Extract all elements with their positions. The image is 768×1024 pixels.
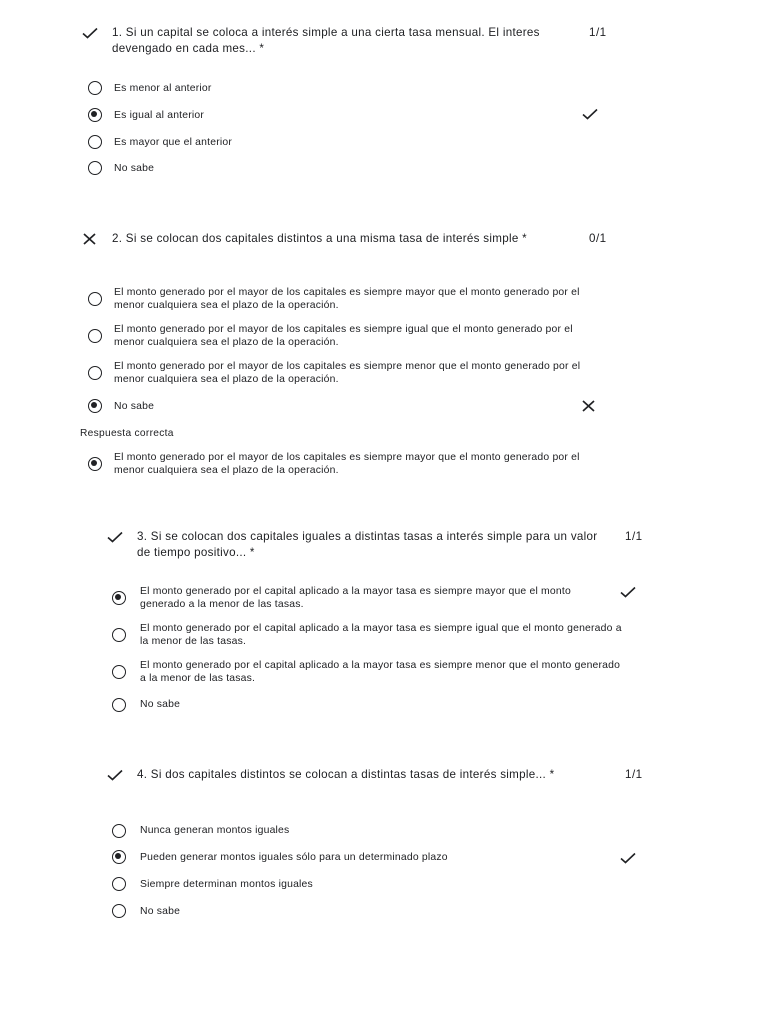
radio-icon[interactable] xyxy=(88,161,102,175)
option-label: El monto generado por el capital aplicado a la mayor tasa es siempre menor que el monto generado a la menor de las tasas. xyxy=(140,660,621,684)
option-label: No sabe xyxy=(114,163,155,174)
check-icon xyxy=(620,852,636,864)
option-label: El monto generado por el mayor de los capitales es siempre mayor que el monto generado por el menor cualquiera sea el plazo de la operación. xyxy=(114,287,580,311)
option-label: Es mayor que el anterior xyxy=(114,137,232,148)
radio-icon[interactable] xyxy=(112,698,126,712)
option-label: Nunca generan montos iguales xyxy=(140,825,290,836)
radio-icon[interactable] xyxy=(88,366,102,380)
check-icon xyxy=(107,531,123,543)
radio-icon[interactable] xyxy=(88,135,102,149)
question-3-title: 3. Si se colocan dos capitales iguales a distintas tasas a interés simple para un valor de tiempo positivo... * xyxy=(137,530,598,559)
radio-icon[interactable] xyxy=(88,81,102,95)
question-3-score: 1/1 xyxy=(625,530,643,543)
radio-icon[interactable] xyxy=(112,665,126,679)
radio-selected-icon xyxy=(88,457,102,471)
option-label: No sabe xyxy=(114,401,155,412)
check-icon xyxy=(82,27,98,39)
check-icon xyxy=(620,586,636,598)
radio-icon[interactable] xyxy=(112,904,126,918)
radio-selected-icon[interactable] xyxy=(88,399,102,413)
option-label: El monto generado por el capital aplicado a la mayor tasa es siempre igual que el monto generado a la menor de las tasas. xyxy=(140,623,622,647)
correct-answer-heading: Respuesta correcta xyxy=(80,428,174,439)
option-label: El monto generado por el mayor de los capitales es siempre menor que el monto generado por el menor cualquiera sea el plazo de la operación. xyxy=(114,361,581,385)
question-2-title: 2. Si se colocan dos capitales distintos a una misma tasa de interés simple * xyxy=(112,232,527,245)
option-label: No sabe xyxy=(140,906,181,917)
cross-icon xyxy=(83,233,96,245)
option-label: Es igual al anterior xyxy=(114,110,205,121)
question-2-score: 0/1 xyxy=(589,232,607,245)
question-4-score: 1/1 xyxy=(625,768,643,781)
option-label: El monto generado por el capital aplicado a la mayor tasa es siempre mayor que el monto generado a la menor de las tasas. xyxy=(140,586,571,610)
check-icon xyxy=(107,769,123,781)
question-4-title: 4. Si dos capitales distintos se colocan a distintas tasas de interés simple... * xyxy=(137,768,555,781)
question-1-title: 1. Si un capital se coloca a interés simple a una cierta tasa mensual. El interes devengado en cada mes... * xyxy=(112,26,540,55)
option-label: Siempre determinan montos iguales xyxy=(140,879,313,890)
option-label: No sabe xyxy=(140,699,181,710)
cross-icon xyxy=(582,400,595,412)
radio-icon[interactable] xyxy=(112,824,126,838)
option-label: Pueden generar montos iguales sólo para un determinado plazo xyxy=(140,852,448,863)
radio-icon[interactable] xyxy=(88,329,102,343)
option-label: Es menor al anterior xyxy=(114,83,212,94)
radio-selected-icon[interactable] xyxy=(112,591,126,605)
question-1-score: 1/1 xyxy=(589,26,607,39)
correct-answer-label: El monto generado por el mayor de los capitales es siempre mayor que el monto generado por el menor cualquiera sea el plazo de la operación. xyxy=(114,452,580,476)
radio-icon[interactable] xyxy=(112,877,126,891)
radio-selected-icon[interactable] xyxy=(88,108,102,122)
check-icon xyxy=(582,108,598,120)
option-label: El monto generado por el mayor de los capitales es siempre igual que el monto generado por el menor cualquiera sea el plazo de la operación. xyxy=(114,324,573,348)
radio-icon[interactable] xyxy=(88,292,102,306)
radio-selected-icon[interactable] xyxy=(112,850,126,864)
radio-icon[interactable] xyxy=(112,628,126,642)
